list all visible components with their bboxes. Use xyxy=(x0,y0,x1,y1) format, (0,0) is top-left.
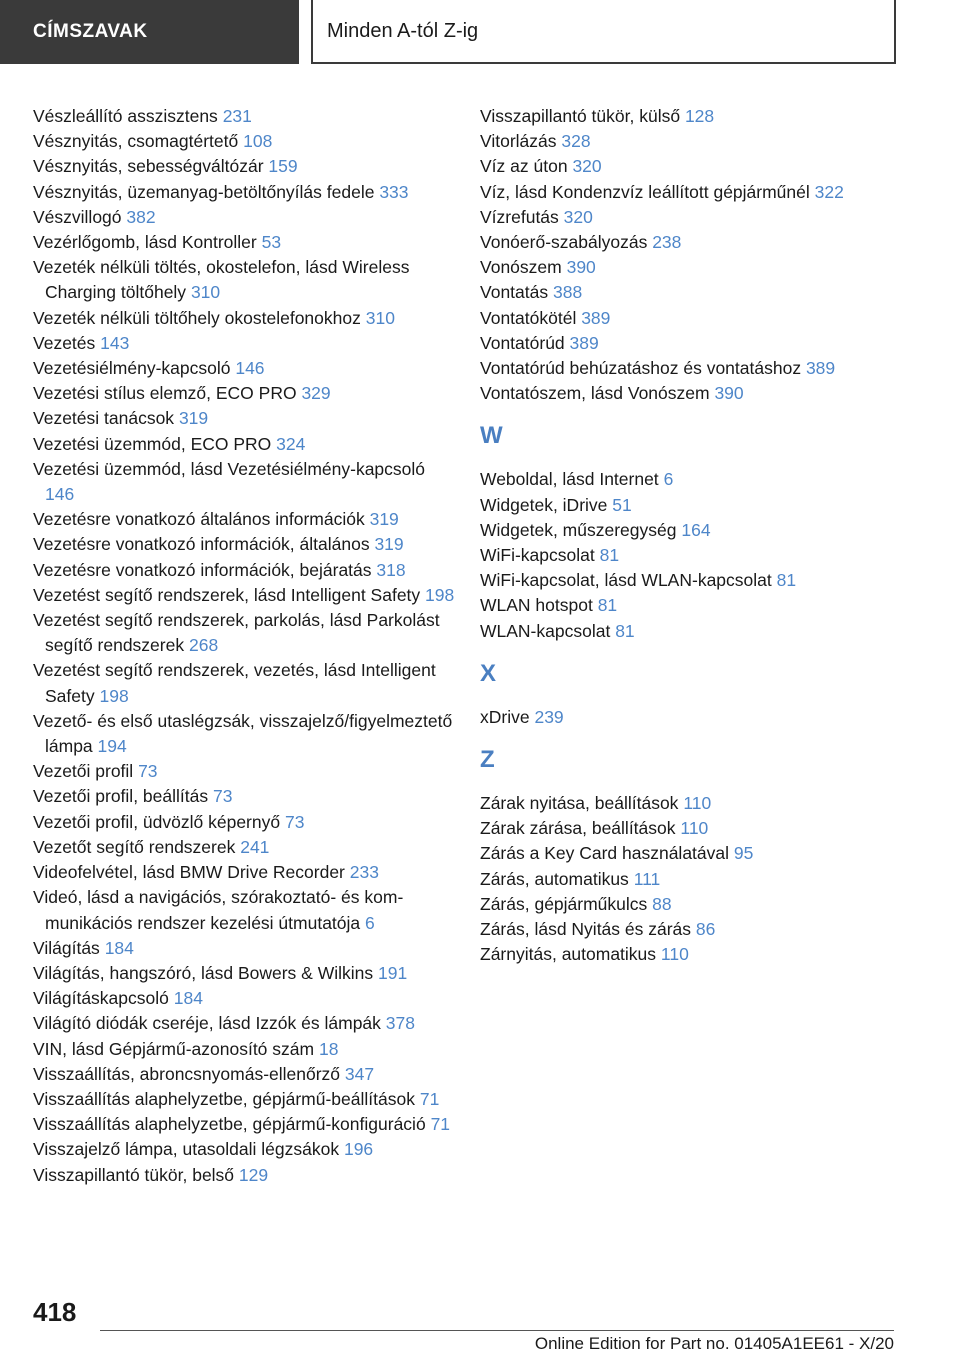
entry-term: Vontatás xyxy=(480,282,549,303)
index-entry xyxy=(480,841,920,866)
page-reference-link[interactable]: 310 xyxy=(365,307,395,328)
index-entry xyxy=(33,154,458,179)
page-reference-link[interactable]: 6 xyxy=(663,469,674,490)
index-entry xyxy=(33,558,458,583)
index-entry xyxy=(33,583,458,608)
entry-term: Vontatókötél xyxy=(480,307,577,328)
index-entry xyxy=(33,759,458,784)
entry-term: Vezetésiélmény-kapcsoló xyxy=(33,358,231,379)
index-entry xyxy=(480,593,920,618)
page-reference-link[interactable]: 378 xyxy=(385,1013,415,1034)
entry-term: Vitorlázás xyxy=(480,131,557,152)
index-entry xyxy=(480,705,920,730)
index-entry xyxy=(480,493,920,518)
index-entry xyxy=(33,986,458,1011)
page-reference-link[interactable]: 390 xyxy=(566,257,596,278)
entry-term: Vontatószem, lásd Vonószem xyxy=(480,383,710,404)
page-reference-link[interactable]: 129 xyxy=(238,1164,269,1185)
page-reference-link[interactable]: 239 xyxy=(534,706,564,727)
index-entry xyxy=(33,230,458,255)
page-reference-link[interactable]: 322 xyxy=(814,181,844,202)
entry-term: Vezetői profil, beállítás xyxy=(33,786,209,807)
page-reference-link[interactable]: 194 xyxy=(97,736,127,757)
entry-term: WiFi-kapcsolat, lásd WLAN-kapcsolat xyxy=(480,570,772,591)
index-entry xyxy=(480,154,920,179)
entry-term: WLAN-kapcsolat xyxy=(480,620,611,641)
index-entry xyxy=(33,381,458,406)
entry-term: xDrive xyxy=(480,706,530,727)
index-entry xyxy=(480,942,920,967)
page-reference-link[interactable]: 329 xyxy=(301,383,331,404)
index-entry xyxy=(480,280,920,305)
entry-term: Zárás a Key Card használatával xyxy=(480,843,730,864)
page-reference-link[interactable]: 86 xyxy=(695,919,716,940)
page-reference-link[interactable]: 146 xyxy=(45,484,75,505)
page-reference-link[interactable]: 319 xyxy=(374,534,404,555)
index-entries-v-continued xyxy=(480,104,920,406)
entry-term: Víz az úton xyxy=(480,156,568,177)
page-reference-link[interactable]: 196 xyxy=(343,1139,374,1160)
entry-term: Víz, lásd Kondenzvíz leállított gépjárműnél xyxy=(480,181,810,202)
entry-term: Vésznyitás, üzemanyag-betöltőnyílás fedele xyxy=(33,181,375,202)
index-entry xyxy=(33,457,458,507)
index-entry xyxy=(480,129,920,154)
entry-term: Zárás, automatikus xyxy=(480,868,629,889)
entry-term: Vontatórúd xyxy=(480,332,565,353)
page-reference-link[interactable]: 388 xyxy=(553,282,583,303)
index-entry xyxy=(33,432,458,457)
index-entry xyxy=(480,892,920,917)
index-letter-sections xyxy=(480,421,920,967)
index-entry xyxy=(33,608,458,658)
index-entry xyxy=(33,129,458,154)
section-letter-heading: Z xyxy=(480,746,495,774)
entry-term: Videofelvétel, lásd BMW Drive Recorder xyxy=(33,862,345,883)
index-entry xyxy=(480,381,920,406)
entry-term: Világítás, hangszóró, lásd Bowers & Wilkins xyxy=(33,962,374,983)
index-entry xyxy=(480,205,920,230)
entry-term: Visszaállítás, abroncsnyomás-ellenőrző xyxy=(33,1063,341,1084)
page-reference-link[interactable]: 73 xyxy=(138,761,158,782)
entry-term: Világításkapcsoló xyxy=(33,988,169,1009)
page-reference-link[interactable]: 81 xyxy=(599,545,620,566)
index-entry xyxy=(33,104,458,129)
index-entry xyxy=(33,331,458,356)
index-entry xyxy=(480,619,920,644)
index-entry xyxy=(33,356,458,381)
page-reference-link[interactable]: 73 xyxy=(212,786,233,807)
entry-term: Vezetőt segítő rendszerek xyxy=(33,836,236,857)
index-entry xyxy=(33,1087,458,1112)
footer-divider xyxy=(100,1330,894,1331)
page-reference-link[interactable]: 95 xyxy=(733,843,754,864)
index-entry xyxy=(480,816,920,841)
index-entry xyxy=(480,543,920,568)
page-reference-link[interactable]: 111 xyxy=(633,868,661,889)
entry-term: Vezeték nélküli töltőhely okostelefonokhoz xyxy=(33,307,361,328)
entry-term: Zárak zárása, beállítások xyxy=(480,818,676,839)
page-reference-link[interactable]: 110 xyxy=(680,818,709,839)
entry-term: Visszaállítás alaphelyzetbe, gépjármű-beállítások xyxy=(33,1088,415,1109)
entry-term: Vészvillogó xyxy=(33,206,122,227)
entry-term: Vészleállító asszisztens xyxy=(33,106,218,126)
entry-term: Vésznyitás, csomagtértető xyxy=(33,131,239,152)
entry-term: Zárás, gépjárműkulcs xyxy=(480,893,648,914)
page-reference-link[interactable]: 319 xyxy=(178,408,209,429)
index-entry xyxy=(33,885,458,935)
index-entry xyxy=(480,467,920,492)
entry-term: Vezetői profil, üdvözlő képernyő xyxy=(33,811,281,832)
index-entry xyxy=(33,507,458,532)
index-column-right xyxy=(480,104,920,967)
index-entry xyxy=(480,180,920,205)
index-entry xyxy=(33,1011,458,1036)
page-reference-link[interactable]: 390 xyxy=(714,383,744,404)
page-reference-link[interactable]: 319 xyxy=(369,509,399,530)
page-reference-link[interactable]: 347 xyxy=(344,1063,375,1084)
index-entry xyxy=(33,658,458,708)
index-entry xyxy=(480,568,920,593)
entry-term: Visszaállítás alaphelyzetbe, gépjármű-konfiguráció xyxy=(33,1114,426,1135)
index-entry xyxy=(33,709,458,759)
page-reference-link[interactable]: 324 xyxy=(276,433,306,454)
page-reference-link[interactable]: 108 xyxy=(243,131,273,152)
page-reference-link[interactable]: 389 xyxy=(581,307,611,328)
index-entry xyxy=(33,1137,458,1162)
entry-term: Vezetési üzemmód, lásd Vezetésiélmény-kapcsoló xyxy=(33,458,426,479)
page-reference-link[interactable]: 233 xyxy=(349,862,379,883)
entry-term: Vontatórúd behúzatáshoz és vontatáshoz xyxy=(480,358,802,379)
index-entry xyxy=(33,784,458,809)
page-reference-link[interactable]: 198 xyxy=(99,685,129,706)
entry-term: Vezetésre vonatkozó információk, általános xyxy=(33,534,370,555)
page-reference-link[interactable]: 73 xyxy=(284,811,305,832)
entry-term: Visszapillantó tükör, belső xyxy=(33,1164,235,1185)
section-title-tab: Minden A-tól Z-ig xyxy=(311,0,896,64)
entry-term: Vezető- és első utaslégzsák, visszajelző/figyelmeztető lámpa xyxy=(33,710,453,757)
index-entry xyxy=(33,306,458,331)
index-entry xyxy=(33,961,458,986)
page-reference-link[interactable]: 88 xyxy=(652,893,672,914)
entry-term: Vezetésre vonatkozó általános információk xyxy=(33,509,365,530)
entry-term: Vezetési stílus elemző, ECO PRO xyxy=(33,383,297,404)
entry-term: Vezetői profil xyxy=(33,761,134,782)
page-reference-link[interactable]: 241 xyxy=(240,836,270,857)
index-entry xyxy=(33,1112,458,1137)
section-letter-heading: W xyxy=(480,422,503,450)
entry-term: Világító diódák cseréje, lásd Izzók és lámpák xyxy=(33,1013,381,1034)
page-reference-link[interactable]: 128 xyxy=(684,106,715,126)
index-entry xyxy=(33,532,458,557)
index-entry xyxy=(480,867,920,892)
page-reference-link[interactable]: 389 xyxy=(805,358,836,379)
page-reference-link[interactable]: 110 xyxy=(660,944,689,965)
entry-term: Világítás xyxy=(33,937,100,958)
entry-term: Vezérlőgomb, lásd Kontroller xyxy=(33,232,257,253)
page-reference-link[interactable]: 53 xyxy=(261,232,282,253)
page-reference-link[interactable]: 184 xyxy=(173,988,203,1009)
page-reference-link[interactable]: 268 xyxy=(188,635,219,656)
page-reference-link[interactable]: 389 xyxy=(569,332,599,353)
page-header xyxy=(0,0,960,66)
index-entry xyxy=(33,835,458,860)
index-entry xyxy=(480,255,920,280)
index-entry xyxy=(33,1062,458,1087)
page-reference-link[interactable]: 238 xyxy=(652,232,682,253)
page-reference-link[interactable]: 71 xyxy=(430,1114,451,1135)
page-reference-link[interactable]: 333 xyxy=(379,181,409,202)
entry-term: Vonószem xyxy=(480,257,562,278)
page-reference-link[interactable]: 81 xyxy=(597,595,618,616)
entry-term: VIN, lásd Gépjármű-azonosító szám xyxy=(33,1038,315,1059)
page-reference-link[interactable]: 320 xyxy=(572,156,602,177)
index-entry xyxy=(480,230,920,255)
index-entry xyxy=(480,104,920,129)
entry-term: Zárnyitás, automatikus xyxy=(480,944,657,965)
entry-term: Vésznyitás, sebességváltózár xyxy=(33,156,264,177)
index-entry xyxy=(480,791,920,816)
page-reference-link[interactable]: 18 xyxy=(318,1038,339,1059)
entry-term: Visszajelző lámpa, utasoldali légzsákok xyxy=(33,1139,340,1160)
page-reference-link[interactable]: 71 xyxy=(419,1088,440,1109)
page-reference-link[interactable]: 198 xyxy=(425,584,455,605)
page-reference-link[interactable]: 51 xyxy=(612,494,632,515)
page-reference-link[interactable]: 231 xyxy=(222,106,252,126)
entry-term: Widgetek, iDrive xyxy=(480,494,608,515)
entry-term: Weboldal, lásd Internet xyxy=(480,469,659,490)
entry-term: Vezetést segítő rendszerek, lásd Intelligent Safety xyxy=(33,584,421,605)
index-entry xyxy=(33,406,458,431)
entry-term: Vezetést segítő rendszerek, parkolás, lásd Parkolást segítő rendszerek xyxy=(33,610,440,656)
index-entry xyxy=(480,518,920,543)
entry-term: Vízrefutás xyxy=(480,206,559,227)
entry-term: Vezetésre vonatkozó információk, bejáratás xyxy=(33,559,372,580)
index-entry xyxy=(33,205,458,230)
entry-term: Visszapillantó tükör, külső xyxy=(480,106,681,126)
page-reference-link[interactable]: 318 xyxy=(376,559,406,580)
page-reference-link[interactable]: 143 xyxy=(100,332,130,353)
entry-term: Videó, lásd a navigációs, szórakoztató- és kommunikációs rendszer kezelési útmutatója xyxy=(33,887,404,933)
page-reference-link[interactable]: 81 xyxy=(615,620,635,641)
index-entry xyxy=(480,306,920,331)
entry-term: Vezetési üzemmód, ECO PRO xyxy=(33,433,272,454)
page-reference-link[interactable]: 184 xyxy=(104,937,134,958)
section-letter-heading: X xyxy=(480,659,497,687)
entry-term: WiFi-kapcsolat xyxy=(480,545,595,566)
index-entry xyxy=(480,331,920,356)
entry-term: Vonóerő-szabályozás xyxy=(480,232,648,253)
entry-term: Vezetést segítő rendszerek, vezetés, lásd Intelligent Safety xyxy=(33,660,436,706)
entry-term: Vezeték nélküli töltés, okostelefon, lásd Wireless Charging töltőhely xyxy=(33,257,410,303)
page-reference-link[interactable]: 328 xyxy=(561,131,591,152)
edition-footer: Online Edition for Part no. 01405A1EE61 - X/20 xyxy=(534,1334,894,1353)
page-reference-link[interactable]: 81 xyxy=(776,570,797,591)
page-reference-link[interactable]: 110 xyxy=(683,793,712,814)
index-entry xyxy=(33,860,458,885)
entry-term: Widgetek, műszeregység xyxy=(480,519,677,540)
page-reference-link[interactable]: 164 xyxy=(681,519,711,540)
entry-term: Vezetés xyxy=(33,332,96,353)
index-entry xyxy=(33,255,458,305)
index-entry xyxy=(480,917,920,942)
page-reference-link[interactable]: 159 xyxy=(268,156,298,177)
index-column-left xyxy=(33,104,458,1188)
index-entry xyxy=(33,810,458,835)
page-reference-link[interactable]: 146 xyxy=(235,358,265,379)
page-number: 418 xyxy=(33,1297,77,1327)
index-entry xyxy=(33,936,458,961)
entry-term: Zárak nyitása, beállítások xyxy=(480,793,679,814)
index-entry xyxy=(33,1037,458,1062)
entry-term: Zárás, lásd Nyitás és zárás xyxy=(480,919,692,940)
entry-term: Vezetési tanácsok xyxy=(33,408,175,429)
page-reference-link[interactable]: 6 xyxy=(365,912,375,933)
page-reference-link[interactable]: 310 xyxy=(190,282,221,303)
section-label-tab: CÍMSZAVAK xyxy=(0,0,299,64)
page-reference-link[interactable]: 191 xyxy=(377,962,408,983)
index-entry xyxy=(480,356,920,381)
page-reference-link[interactable]: 382 xyxy=(126,206,156,227)
index-entry xyxy=(33,1163,458,1188)
index-entry xyxy=(33,180,458,205)
page-reference-link[interactable]: 320 xyxy=(563,206,593,227)
entry-term: WLAN hotspot xyxy=(480,595,593,616)
